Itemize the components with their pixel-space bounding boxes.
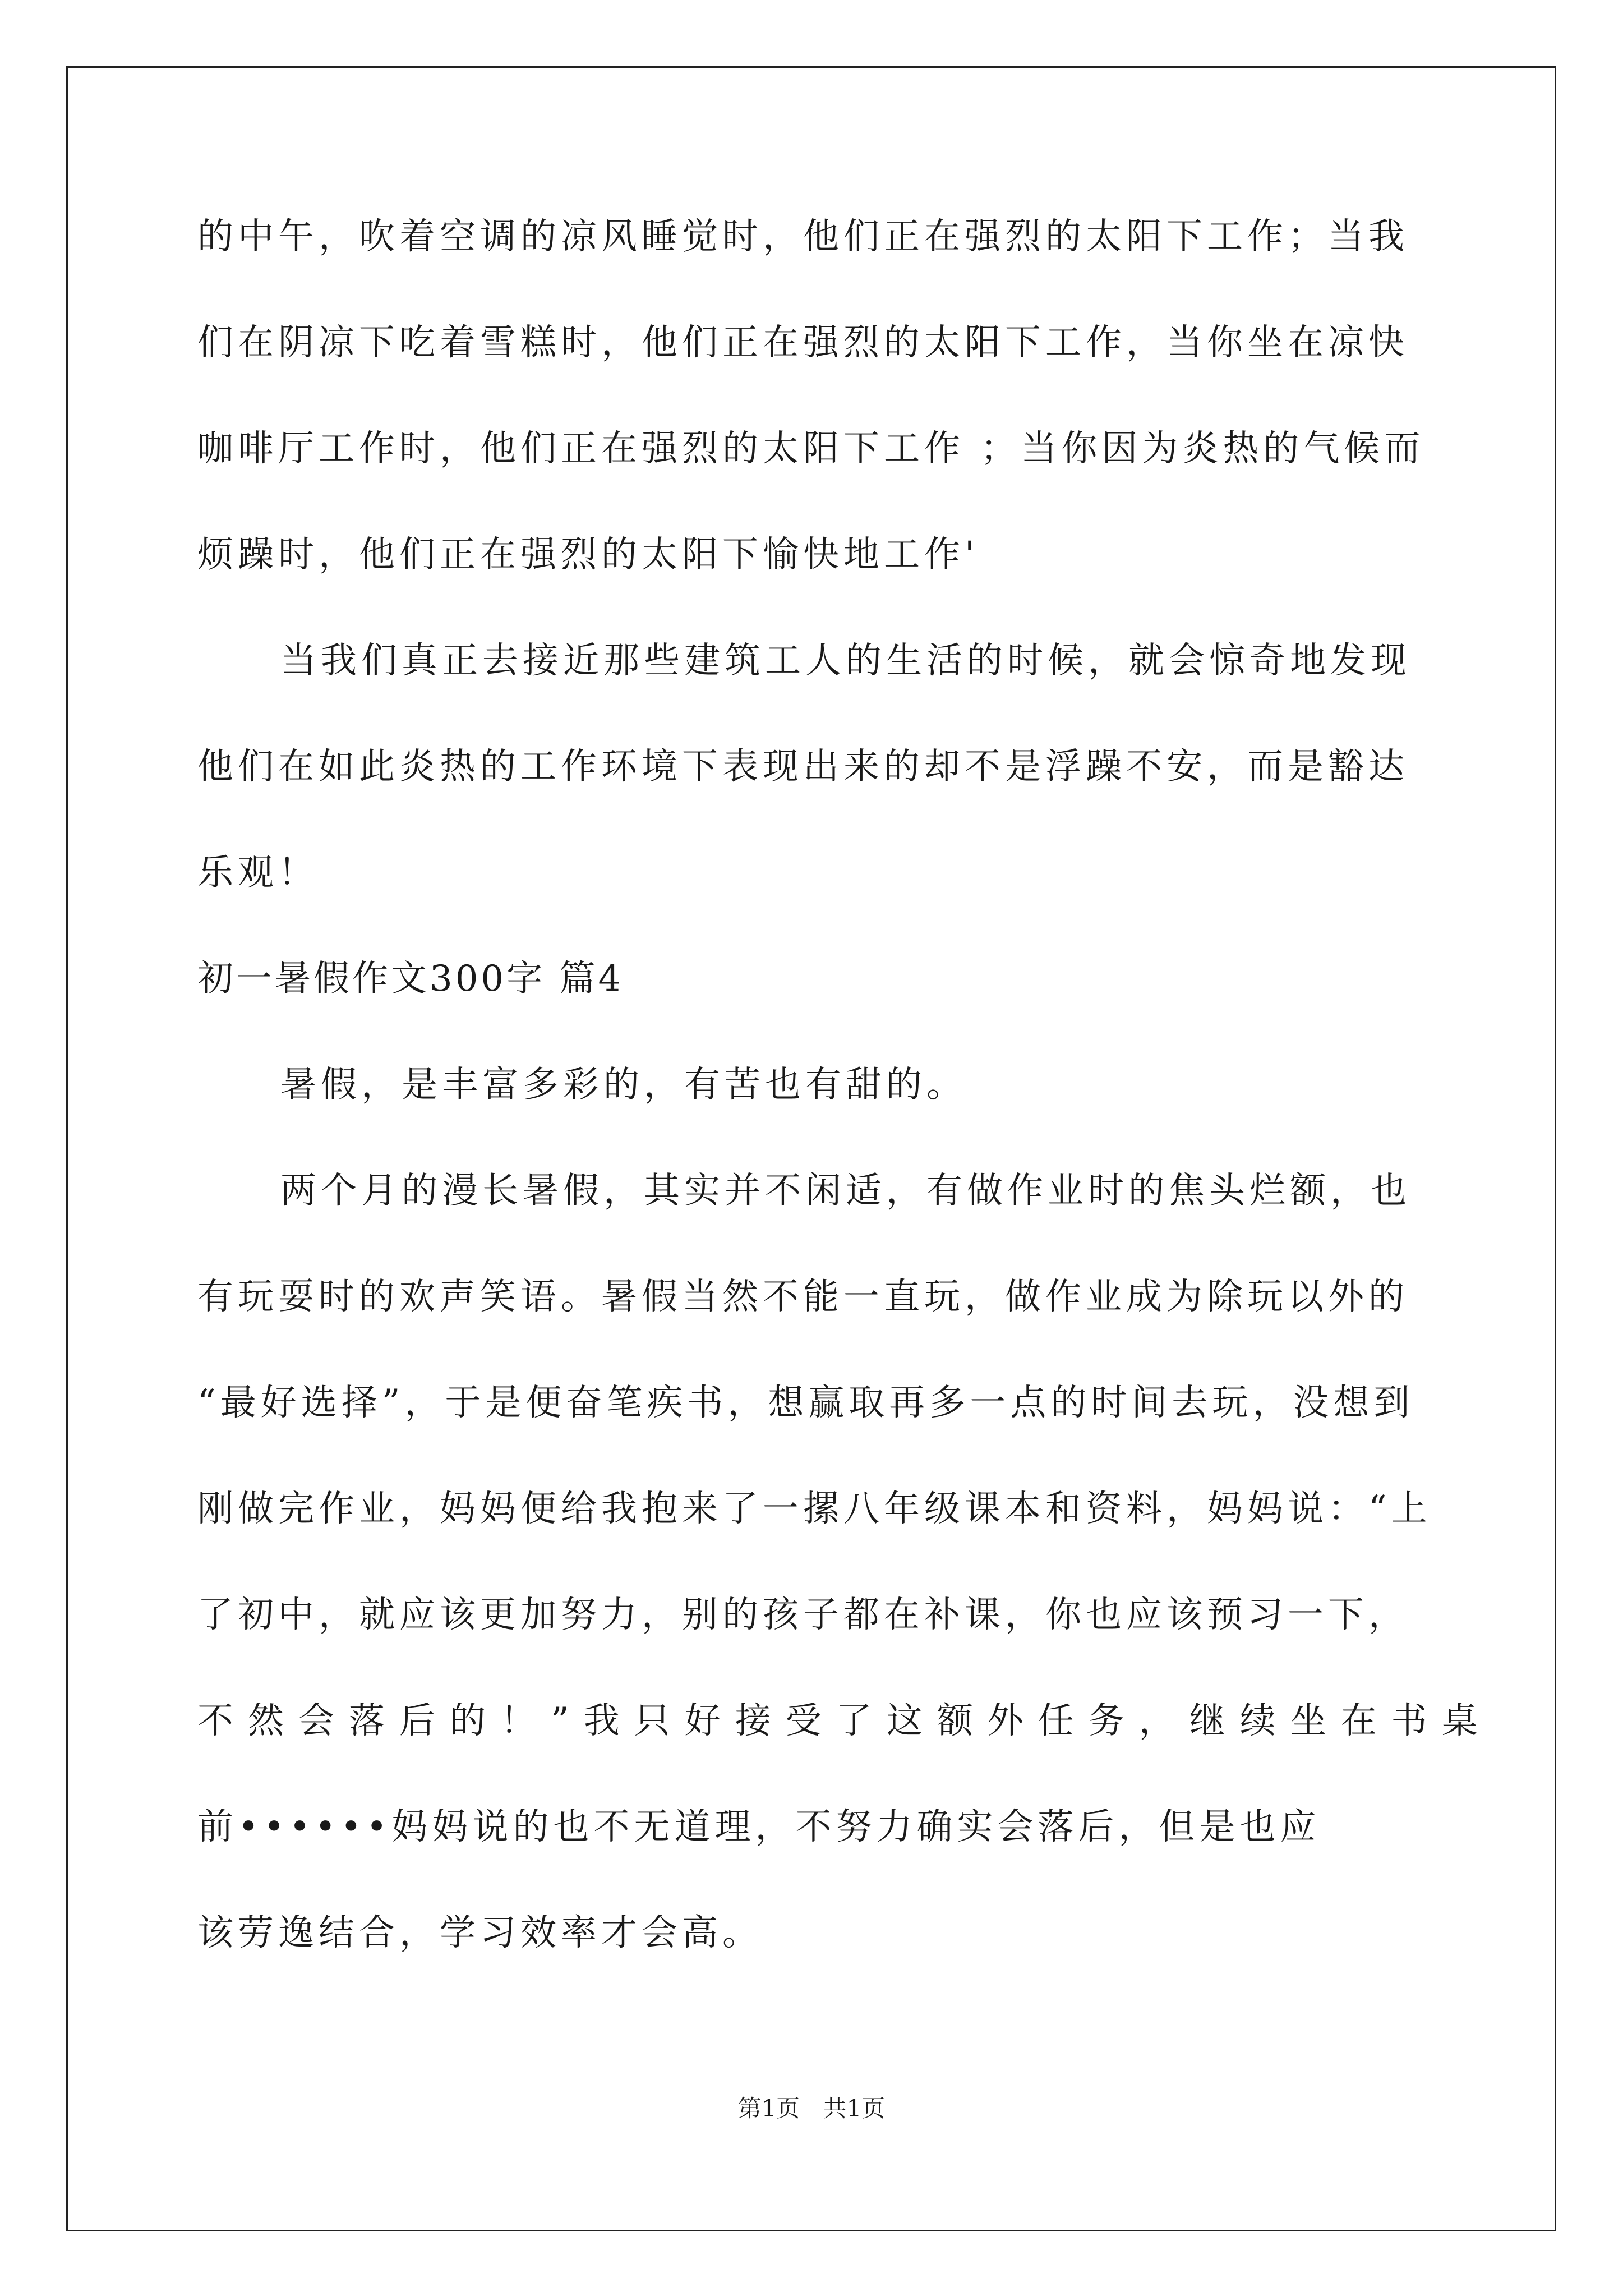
text-line: 不然会落后的！”我只好接受了这额外任务，继续坐在书桌 xyxy=(197,1700,1492,1742)
text-line: 烦躁时，他们正在强烈的太阳下愉快地工作' xyxy=(197,534,979,576)
document-body xyxy=(197,216,1492,1954)
text-line: 他们在如此炎热的工作环境下表现出来的却不是浮躁不安，而是豁达 xyxy=(197,746,1409,788)
paragraph-first-line: 当我们真正去接近那些建筑工人的生活的时候，就会惊奇地发现 xyxy=(280,640,1411,682)
page-total: 共1页 xyxy=(823,2095,886,2122)
paragraph-first-line: 暑假，是丰富多彩的，有苦也有甜的。 xyxy=(280,1064,967,1106)
text-line: 了初中，就应该更加努力，别的孩子都在补课，你也应该预习一下， xyxy=(197,1594,1409,1636)
paragraph-first-line: 两个月的漫长暑假，其实并不闲适，有做作业时的焦头烂额，也 xyxy=(280,1170,1411,1212)
text-line: 刚做完作业，妈妈便给我抱来了一摞八年级课本和资料，妈妈说：“上 xyxy=(197,1488,1432,1530)
text-line: 咖啡厅工作时，他们正在强烈的太阳下工作 ；当你因为炎热的气候而 xyxy=(197,428,1425,470)
text-line: 该劳逸结合，学习效率才会高。 xyxy=(197,1912,763,1954)
text-line: 有玩耍时的欢声笑语。暑假当然不能一直玩，做作业成为除玩以外的 xyxy=(197,1276,1409,1318)
text-line: 乐观！ xyxy=(197,852,319,894)
text-line: 们在阴凉下吃着雪糕时，他们正在强烈的太阳下工作，当你坐在凉快 xyxy=(197,322,1409,364)
text-line: 前••••••妈妈说的也不无道理，不努力确实会落后，但是也应 xyxy=(197,1806,1321,1848)
text-line: 的中午，吹着空调的凉风睡觉时，他们正在强烈的太阳下工作；当我 xyxy=(197,216,1409,257)
page-number: 第1页 xyxy=(737,2095,800,2122)
text-line: “最好选择”，于是便奋笔疾书，想赢取再多一点的时间去玩，没想到 xyxy=(197,1382,1414,1424)
section-heading: 初一暑假作文300字 篇4 xyxy=(197,958,624,1000)
page-footer xyxy=(0,2095,1623,2123)
